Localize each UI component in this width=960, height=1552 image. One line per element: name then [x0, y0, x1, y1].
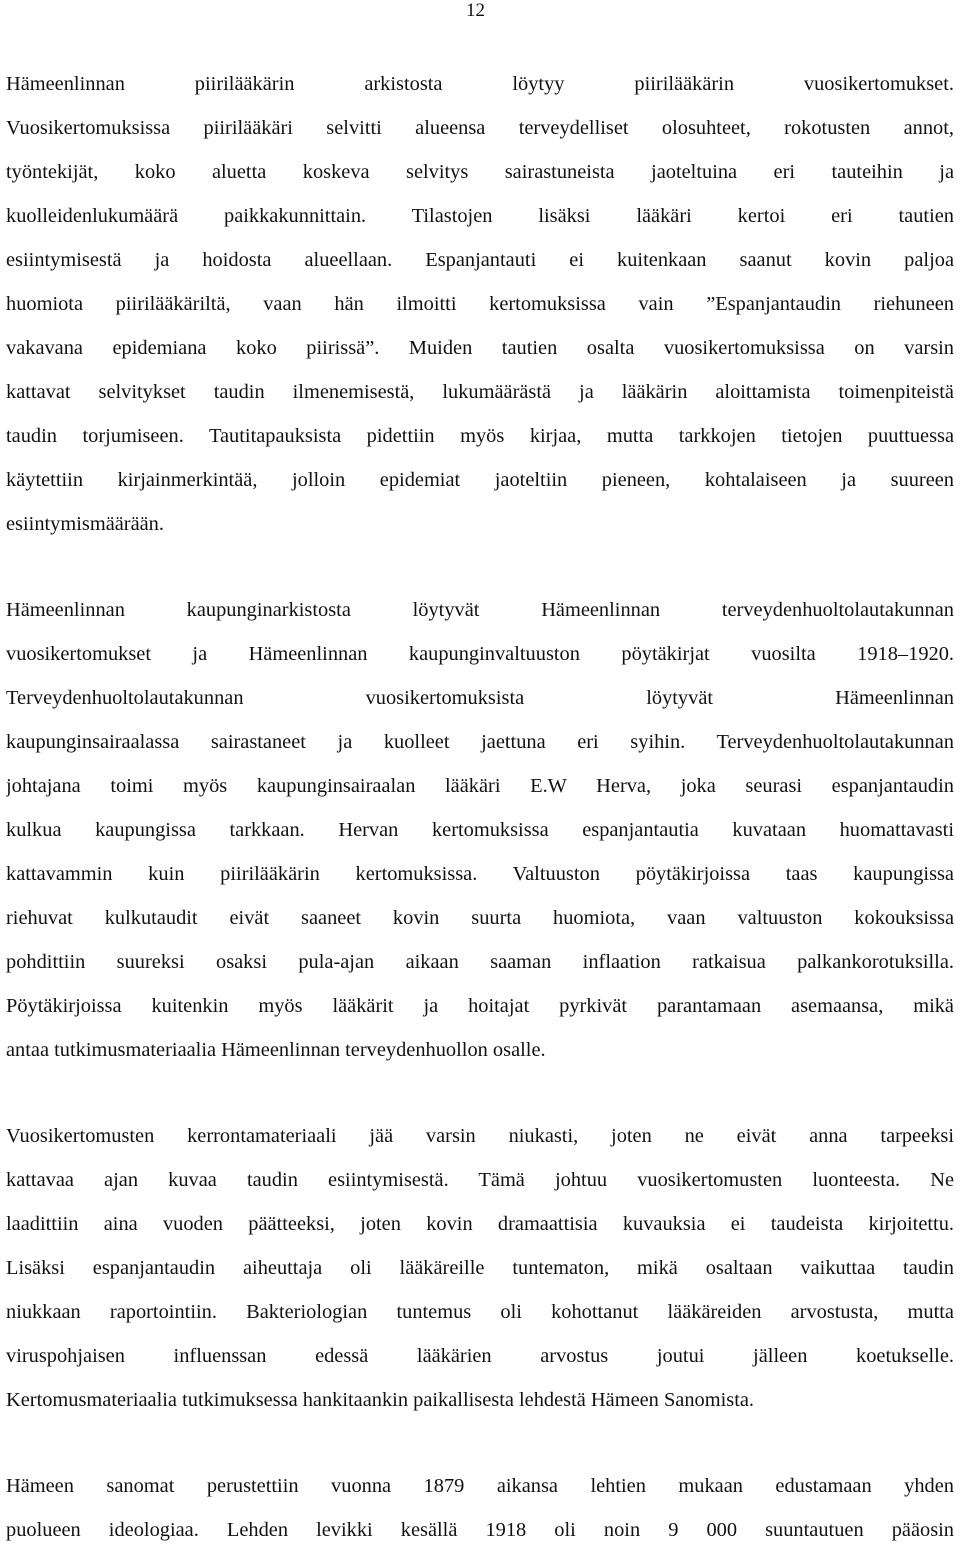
text-line: kattavaa ajan kuvaa taudin esiintymisestä. Tämä johtuu vuosikertomusten luonteesta. Ne [6, 1169, 954, 1191]
text-line: kaupunginsairaalassa sairastaneet ja kuolleet jaettuna eri syihin. Terveydenhuoltolautakunnan [6, 731, 954, 753]
text-line: kattavat selvitykset taudin ilmenemisestä, lukumäärästä ja lääkärin aloittamista toimenpiteistä [6, 381, 954, 403]
text-line: pohdittiin suureksi osaksi pula-ajan aikaan saaman inflaation ratkaisua palkankorotuksilla. [6, 951, 954, 973]
text-line: Vuosikertomusten kerrontamateriaali jää varsin niukasti, joten ne eivät anna tarpeeksi [6, 1125, 954, 1147]
text-line: kattavammin kuin piirilääkärin kertomuksissa. Valtuuston pöytäkirjoissa taas kaupungissa [6, 863, 954, 885]
text-line: riehuvat kulkutaudit eivät saaneet kovin suurta huomiota, vaan valtuuston kokouksissa [6, 907, 954, 929]
page-number: 12 [466, 0, 485, 21]
text-line: vakavana epidemiana koko piirissä”. Muiden tautien osalta vuosikertomuksissa on varsin [6, 337, 954, 359]
text-line: Lisäksi espanjantaudin aiheuttaja oli lääkäreille tuntematon, mikä osaltaan vaikuttaa taudin [6, 1257, 954, 1279]
text-line: kulkua kaupungissa tarkkaan. Hervan kertomuksissa espanjantautia kuvataan huomattavasti [6, 819, 954, 841]
text-line: johtajana toimi myös kaupunginsairaalan lääkäri E.W Herva, joka seurasi espanjantaudin [6, 775, 954, 797]
text-line: Hämeenlinnan piirilääkärin arkistosta löytyy piirilääkärin vuosikertomukset. [6, 73, 954, 95]
paragraph [6, 1114, 954, 1422]
text-line: esiintymismäärään. [6, 513, 164, 535]
text-line: kuolleidenlukumäärä paikkakunnittain. Tilastojen lisäksi lääkäri kertoi eri tautien [6, 205, 954, 227]
text-line: Pöytäkirjoissa kuitenkin myös lääkärit ja hoitajat pyrkivät parantamaan asemaansa, mikä [6, 995, 954, 1017]
text-line: esiintymisestä ja hoidosta alueellaan. Espanjantauti ei kuitenkaan saanut kovin paljoa [6, 249, 954, 271]
text-line: Hämeen sanomat perustettiin vuonna 1879 aikansa lehtien mukaan edustamaan yhden [6, 1475, 954, 1497]
text-line: huomiota piirilääkäriltä, vaan hän ilmoitti kertomuksissa vain ”Espanjantaudin riehuneen [6, 293, 954, 315]
text-line: Hämeenlinnan kaupunginarkistosta löytyvät Hämeenlinnan terveydenhuoltolautakunnan [6, 599, 954, 621]
text-line: Vuosikertomuksissa piirilääkäri selvitti alueensa terveydelliset olosuhteet, rokotusten annot, [6, 117, 954, 139]
text-line: laadittiin aina vuoden päätteeksi, joten kovin dramaattisia kuvauksia ei taudeista kirjoitettu. [6, 1213, 954, 1235]
text-line: puolueen ideologiaa. Lehden levikki kesällä 1918 oli noin 9 000 suuntautuen pääosin [6, 1519, 954, 1541]
text-line: niukkaan raportointiin. Bakteriologian tuntemus oli kohottanut lääkäreiden arvostusta, mutta [6, 1301, 954, 1323]
text-line: antaa tutkimusmateriaalia Hämeenlinnan terveydenhuollon osalle. [6, 1039, 546, 1061]
text-line: käytettiin kirjainmerkintää, jolloin epidemiat jaoteltiin pieneen, kohtalaiseen ja suureen [6, 469, 954, 491]
paragraph-spacer [6, 1422, 954, 1464]
paragraph [6, 588, 954, 1072]
paragraph-spacer [6, 1072, 954, 1114]
text-line: Kertomusmateriaalia tutkimuksessa hankitaankin paikallisesta lehdestä Hämeen Sanomista. [6, 1389, 755, 1411]
paragraph [6, 62, 954, 546]
text-line: työntekijät, koko aluetta koskeva selvitys sairastuneista jaoteltuina eri tauteihin ja [6, 161, 954, 183]
document-body [6, 62, 954, 1552]
text-line: viruspohjaisen influenssan edessä lääkärien arvostus joutui jälleen koetukselle. [6, 1345, 954, 1367]
paragraph-spacer [6, 546, 954, 588]
text-line: vuosikertomukset ja Hämeenlinnan kaupunginvaltuuston pöytäkirjat vuosilta 1918–1920. [6, 643, 954, 665]
text-line: taudin torjumiseen. Tautitapauksista pidettiin myös kirjaa, mutta tarkkojen tietojen puuttuessa [6, 425, 954, 447]
paragraph [6, 1464, 954, 1552]
text-line: Terveydenhuoltolautakunnan vuosikertomuksista löytyvät Hämeenlinnan [6, 687, 954, 709]
